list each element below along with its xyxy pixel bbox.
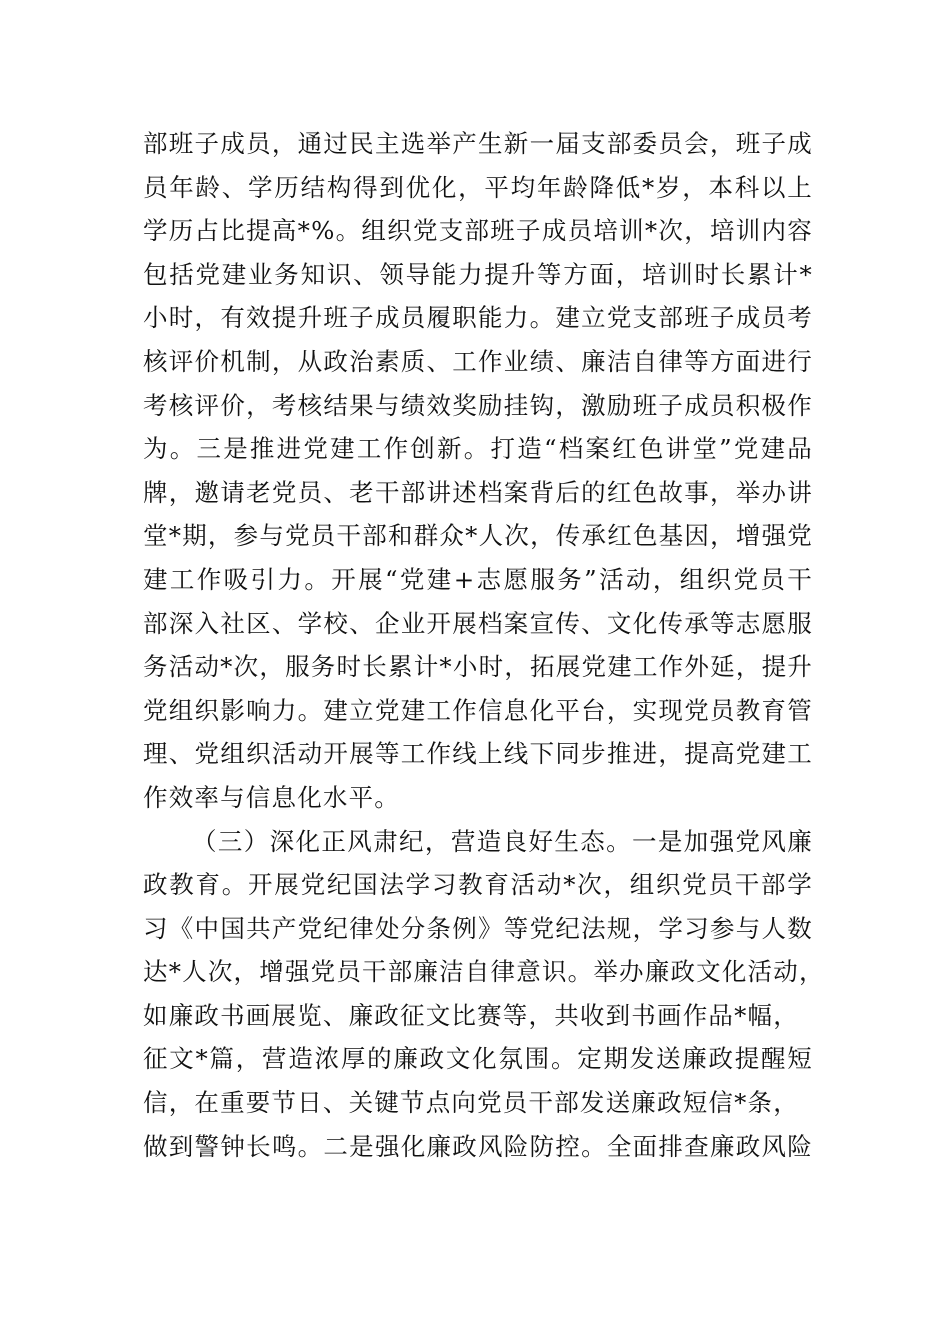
- text-line-8: 为。三是推进党建工作创新。打造“档案红色讲堂”党建品: [143, 434, 813, 464]
- text-line-21: 如廉政书画展览、廉政征文比赛等，共收到书画作品*幅，: [143, 1000, 799, 1030]
- text-line-19: 习《中国共产党纪律处分条例》等党纪法规，学习参与人数: [143, 913, 813, 943]
- text-line-15: 理、党组织活动开展等工作线上线下同步推进，提高党建工: [143, 739, 813, 769]
- text-line-3: 学历占比提高*%。组织党支部班子成员培训*次，培训内容: [143, 216, 813, 246]
- text-line-14: 党组织影响力。建立党建工作信息化平台，实现党员教育管: [143, 695, 813, 725]
- text-line-5: 小时，有效提升班子成员履职能力。建立党支部班子成员考: [143, 303, 813, 333]
- text-line-2: 员年龄、学历结构得到优化，平均年龄降低*岁，本科以上: [143, 172, 813, 202]
- text-line-11: 建工作吸引力。开展“党建+志愿服务”活动，组织党员干: [143, 564, 813, 594]
- text-line-18: 政教育。开展党纪国法学习教育活动*次，组织党员干部学: [143, 870, 813, 900]
- text-line-23: 信，在重要节日、关键节点向党员干部发送廉政短信*条，: [143, 1088, 799, 1118]
- text-line-12: 部深入社区、学校、企业开展档案宣传、文化传承等志愿服: [143, 608, 813, 638]
- text-line-7: 考核评价，考核结果与绩效奖励挂钩，激励班子成员积极作: [143, 390, 813, 420]
- text-line-20: 达*人次，增强党员干部廉洁自律意识。举办廉政文化活动，: [143, 957, 825, 987]
- text-line-1: 部班子成员，通过民主选举产生新一届支部委员会，班子成: [143, 129, 813, 158]
- text-line-13: 务活动*次，服务时长累计*小时，拓展党建工作外延，提升: [143, 652, 813, 682]
- text-line-24: 做到警钟长鸣。二是强化廉政风险防控。全面排查廉政风险: [143, 1131, 813, 1161]
- text-line-6: 核评价机制，从政治素质、工作业绩、廉洁自律等方面进行: [143, 346, 813, 376]
- text-line-4: 包括党建业务知识、领导能力提升等方面，培训时长累计*: [143, 259, 813, 289]
- text-line-22: 征文*篇，营造浓厚的廉政文化氛围。定期发送廉政提醒短: [143, 1044, 813, 1074]
- text-line-9: 牌，邀请老党员、老干部讲述档案背后的红色故事，举办讲: [143, 477, 813, 507]
- text-line-16: 作效率与信息化水平。: [143, 782, 400, 812]
- body-text: [143, 122, 825, 1168]
- section-heading-line: （三）深化正风肃纪，营造良好生态。一是加强党风廉: [192, 826, 813, 856]
- text-line-10: 堂*期，参与党员干部和群众*人次，传承红色基因，增强党: [143, 521, 813, 551]
